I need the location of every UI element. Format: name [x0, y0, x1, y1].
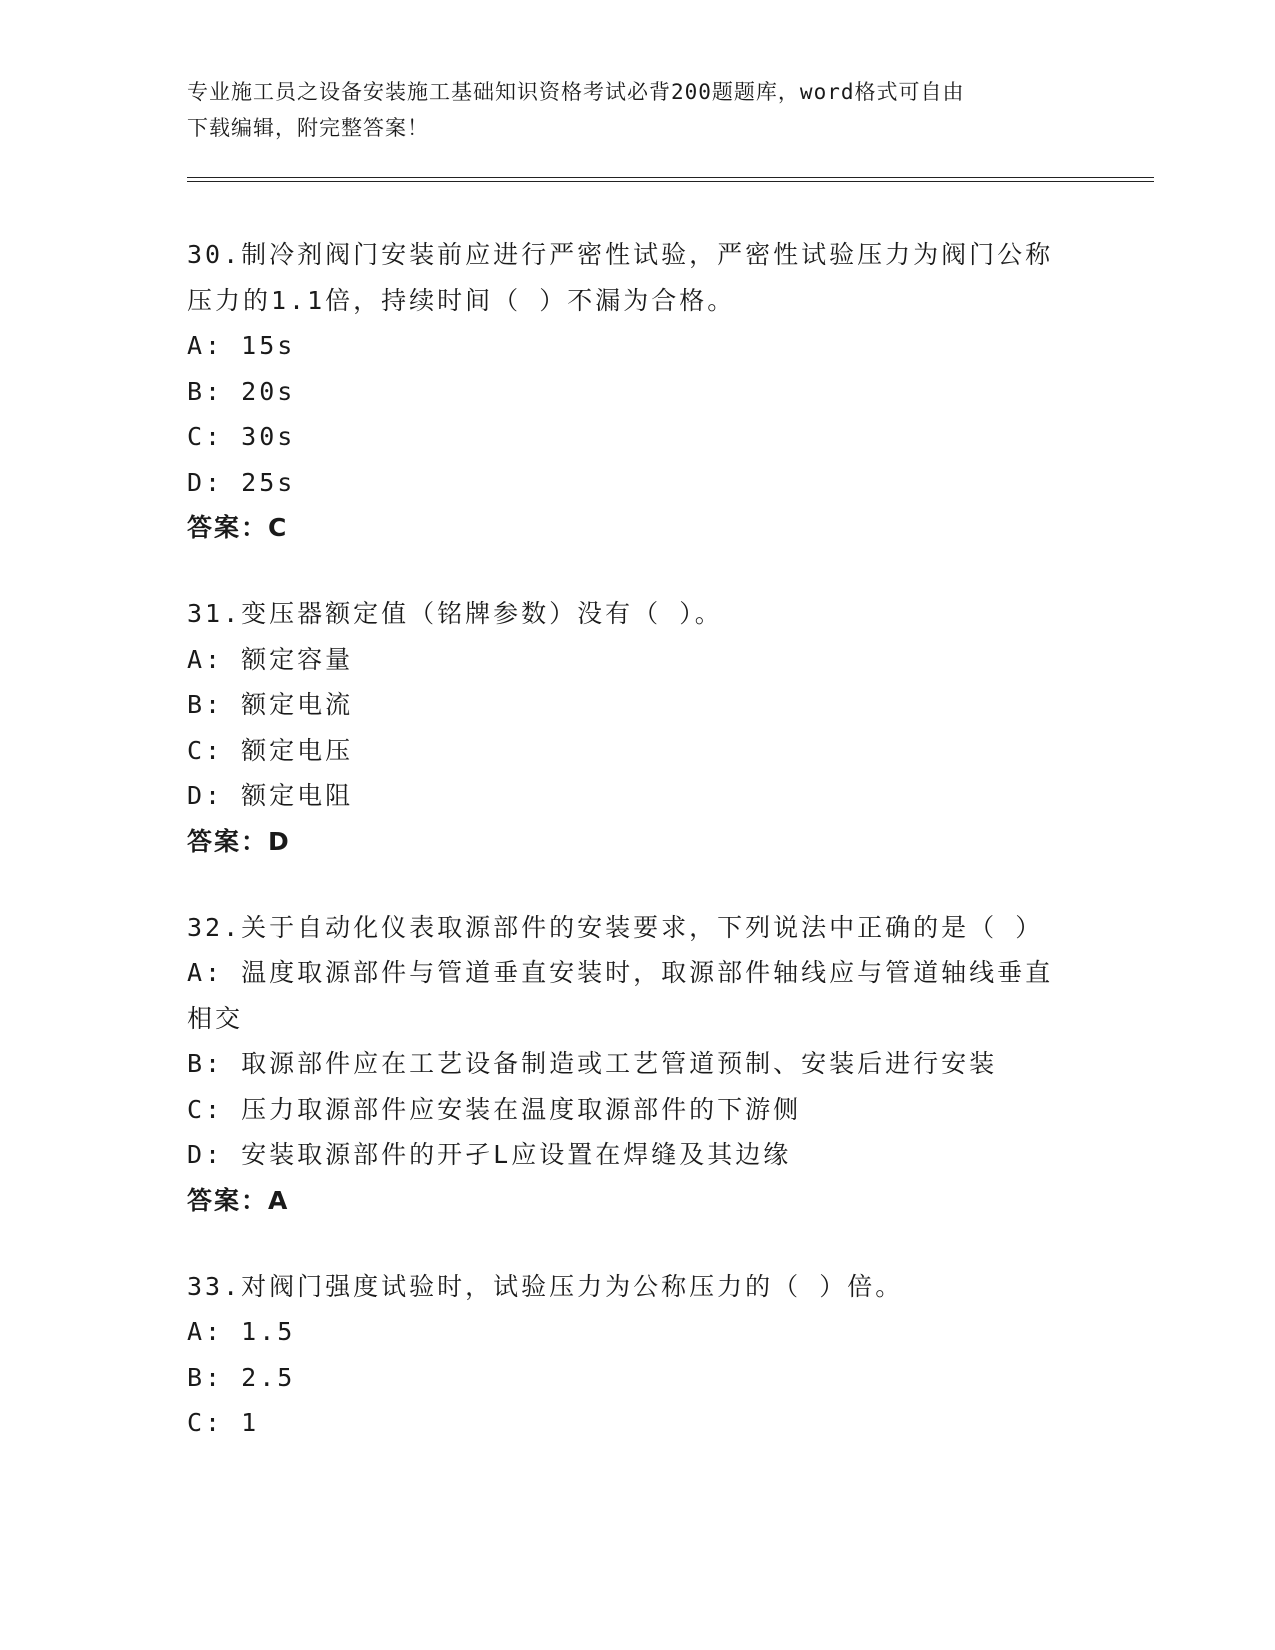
option-d: D: 安装取源部件的开孑L应设置在焊缝及其边缘 — [187, 1140, 792, 1169]
document-header — [187, 74, 1067, 146]
question-31 — [187, 591, 1087, 865]
option-a: A: 15s — [187, 331, 296, 360]
question-list — [187, 232, 1087, 1486]
question-32 — [187, 905, 1087, 1224]
header-divider-top — [187, 177, 1154, 178]
option-a: A: 额定容量 — [187, 644, 354, 674]
option-d: D: 额定电阻 — [187, 781, 354, 810]
question-stem: 32.关于自动化仪表取源部件的安装要求，下列说法中正确的是（ ） — [187, 912, 1044, 942]
question-stem: 压力的1.1倍，持续时间（ ）不漏为合格。 — [187, 285, 736, 315]
option-c: C: 30s — [187, 422, 296, 451]
question-33 — [187, 1264, 1087, 1446]
question-stem: 33.对阀门强度试验时，试验压力为公称压力的（ ）倍。 — [187, 1271, 904, 1301]
option-a: A: 1.5 — [187, 1317, 296, 1346]
option-d: D: 25s — [187, 467, 296, 497]
header-title-line-1: 专业施工员之设备安装施工基础知识资格考试必背200题题库，word格式可自由 — [187, 80, 965, 104]
answer: 答案：A — [187, 1185, 290, 1215]
question-stem: 31.变压器额定值（铭牌参数）没有（ ）。 — [187, 599, 723, 628]
option-c: C: 压力取源部件应安装在温度取源部件的下游侧 — [187, 1094, 802, 1124]
option-b: B: 额定电流 — [187, 690, 354, 719]
header-divider-bottom — [187, 181, 1154, 182]
question-stem: 30.制冷剂阀门安装前应进行严密性试验，严密性试验压力为阀门公称 — [187, 240, 1054, 269]
option-b: B: 取源部件应在工艺设备制造或工艺管道预制、安装后进行安装 — [187, 1049, 998, 1078]
option-b: B: 2.5 — [187, 1362, 296, 1392]
answer: 答案：C — [187, 513, 289, 542]
question-30 — [187, 232, 1087, 551]
header-title-line-2: 下载编辑，附完整答案！ — [187, 116, 429, 140]
option-c: C: 额定电压 — [187, 735, 354, 765]
option-a-continued: 相交 — [187, 1003, 244, 1033]
option-a: A: 温度取源部件与管道垂直安装时，取源部件轴线应与管道轴线垂直 — [187, 958, 1054, 987]
answer: 答案：D — [187, 826, 291, 856]
option-b: B: 20s — [187, 376, 296, 406]
option-c: C: 1 — [187, 1408, 260, 1437]
